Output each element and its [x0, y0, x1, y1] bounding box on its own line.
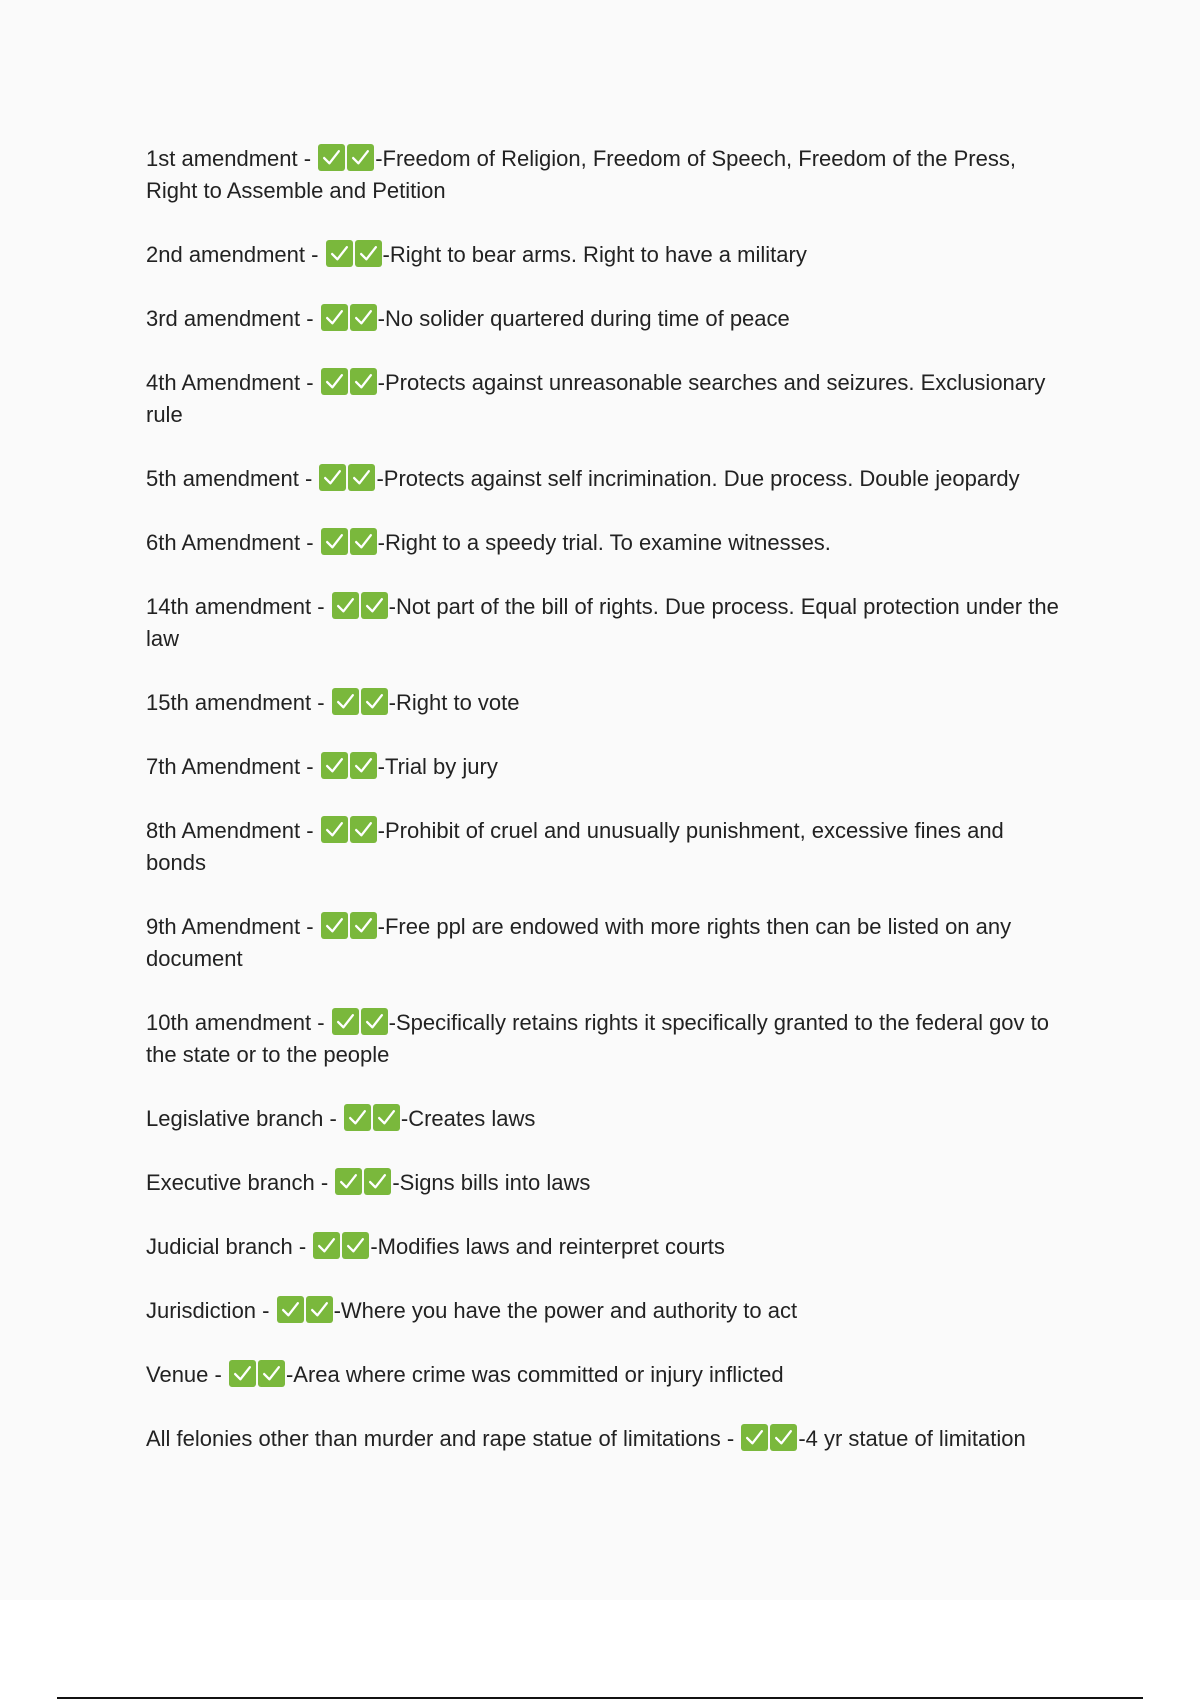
check-mark-icon [306, 1296, 333, 1323]
check-mark-icon [319, 464, 346, 491]
qa-term: Judicial branch - [146, 1234, 313, 1259]
qa-term: 15th amendment - [146, 690, 331, 715]
qa-answer: -Area where crime was committed or injury inflicted [285, 1362, 784, 1387]
qa-term: Venue - [146, 1362, 228, 1387]
check-mark-icon [373, 1104, 400, 1131]
qa-answer: -Freedom of Religion, Freedom of Speech, Freedom of the Press, Right to Assemble and Petition [146, 146, 1016, 203]
double-check-marks [318, 144, 374, 171]
double-check-marks [332, 592, 388, 619]
check-mark-icon [318, 144, 345, 171]
qa-answer: -Not part of the bill of rights. Due process. Equal protection under the law [146, 594, 1059, 651]
check-mark-icon [350, 752, 377, 779]
check-mark-icon [342, 1232, 369, 1259]
qa-answer: -4 yr statue of limitation [798, 1426, 1026, 1451]
double-check-marks [335, 1168, 391, 1195]
check-mark-icon [313, 1232, 340, 1259]
double-check-marks [326, 240, 382, 267]
double-check-marks [741, 1424, 797, 1451]
double-check-marks [321, 528, 377, 555]
qa-answer: -Free ppl are endowed with more rights then can be listed on any document [146, 914, 1012, 971]
qa-item [146, 815, 1066, 879]
qa-answer: -Modifies laws and reinterpret courts [370, 1234, 725, 1259]
qa-term: 10th amendment - [146, 1010, 331, 1035]
check-mark-icon [321, 752, 348, 779]
double-check-marks [277, 1296, 333, 1323]
qa-item [146, 1103, 1066, 1135]
qa-term: Executive branch - [146, 1170, 335, 1195]
qa-item [146, 1295, 1066, 1327]
check-mark-icon [350, 304, 377, 331]
check-mark-icon [361, 688, 388, 715]
qa-term: Jurisdiction - [146, 1298, 276, 1323]
qa-item [146, 1231, 1066, 1263]
qa-term: 3rd amendment - [146, 306, 320, 331]
qa-answer: -Trial by jury [377, 754, 498, 779]
qa-item [146, 367, 1066, 431]
qa-item [146, 1167, 1066, 1199]
qa-term: 6th Amendment - [146, 530, 320, 555]
check-mark-icon [350, 528, 377, 555]
double-check-marks [229, 1360, 285, 1387]
check-mark-icon [348, 464, 375, 491]
qa-item [146, 591, 1066, 655]
qa-item [146, 527, 1066, 559]
qa-item [146, 1423, 1066, 1455]
check-mark-icon [361, 1008, 388, 1035]
qa-item [146, 303, 1066, 335]
qa-term: 14th amendment - [146, 594, 331, 619]
qa-answer: -Right to vote [388, 690, 520, 715]
check-mark-icon [321, 816, 348, 843]
check-mark-icon [361, 592, 388, 619]
qa-term: 9th Amendment - [146, 914, 320, 939]
check-mark-icon [770, 1424, 797, 1451]
qa-item [146, 143, 1066, 207]
check-mark-icon [350, 368, 377, 395]
qa-term: 5th amendment - [146, 466, 319, 491]
qa-answer: -Right to a speedy trial. To examine witnesses. [377, 530, 831, 555]
double-check-marks [321, 752, 377, 779]
double-check-marks [321, 816, 377, 843]
check-mark-icon [229, 1360, 256, 1387]
check-mark-icon [332, 592, 359, 619]
qa-answer: -Protects against self incrimination. Due process. Double jeopardy [376, 466, 1020, 491]
qa-answer: -Creates laws [400, 1106, 536, 1131]
qa-item [146, 1007, 1066, 1071]
double-check-marks [321, 368, 377, 395]
qa-item [146, 911, 1066, 975]
double-check-marks [344, 1104, 400, 1131]
double-check-marks [313, 1232, 369, 1259]
qa-item [146, 239, 1066, 271]
qa-answer: -Where you have the power and authority to act [333, 1298, 798, 1323]
check-mark-icon [277, 1296, 304, 1323]
double-check-marks [332, 688, 388, 715]
check-mark-icon [350, 912, 377, 939]
qa-answer: -Signs bills into laws [392, 1170, 591, 1195]
check-mark-icon [364, 1168, 391, 1195]
qa-term: 7th Amendment - [146, 754, 320, 779]
check-mark-icon [335, 1168, 362, 1195]
double-check-marks [321, 304, 377, 331]
check-mark-icon [347, 144, 374, 171]
double-check-marks [319, 464, 375, 491]
qa-answer: -Specifically retains rights it specifically granted to the federal gov to the state or to the people [146, 1010, 1049, 1067]
qa-term: All felonies other than murder and rape statue of limitations - [146, 1426, 741, 1451]
check-mark-icon [741, 1424, 768, 1451]
qa-term: Legislative branch - [146, 1106, 343, 1131]
check-mark-icon [332, 1008, 359, 1035]
check-mark-icon [350, 816, 377, 843]
qa-answer: -No solider quartered during time of peace [377, 306, 790, 331]
double-check-marks [321, 912, 377, 939]
qa-item [146, 687, 1066, 719]
qa-list [146, 143, 1066, 1487]
qa-term: 4th Amendment - [146, 370, 320, 395]
check-mark-icon [321, 528, 348, 555]
check-mark-icon [321, 304, 348, 331]
check-mark-icon [332, 688, 359, 715]
check-mark-icon [258, 1360, 285, 1387]
double-check-marks [332, 1008, 388, 1035]
footer-divider [57, 1697, 1143, 1699]
qa-answer: -Right to bear arms. Right to have a military [382, 242, 807, 267]
check-mark-icon [321, 368, 348, 395]
check-mark-icon [344, 1104, 371, 1131]
check-mark-icon [326, 240, 353, 267]
qa-answer: -Prohibit of cruel and unusually punishment, excessive fines and bonds [146, 818, 1004, 875]
check-mark-icon [321, 912, 348, 939]
check-mark-icon [355, 240, 382, 267]
qa-item [146, 1359, 1066, 1391]
qa-answer: -Protects against unreasonable searches and seizures. Exclusionary rule [146, 370, 1046, 427]
qa-term: 2nd amendment - [146, 242, 325, 267]
qa-term: 1st amendment - [146, 146, 318, 171]
qa-term: 8th Amendment - [146, 818, 320, 843]
qa-item [146, 463, 1066, 495]
qa-item [146, 751, 1066, 783]
